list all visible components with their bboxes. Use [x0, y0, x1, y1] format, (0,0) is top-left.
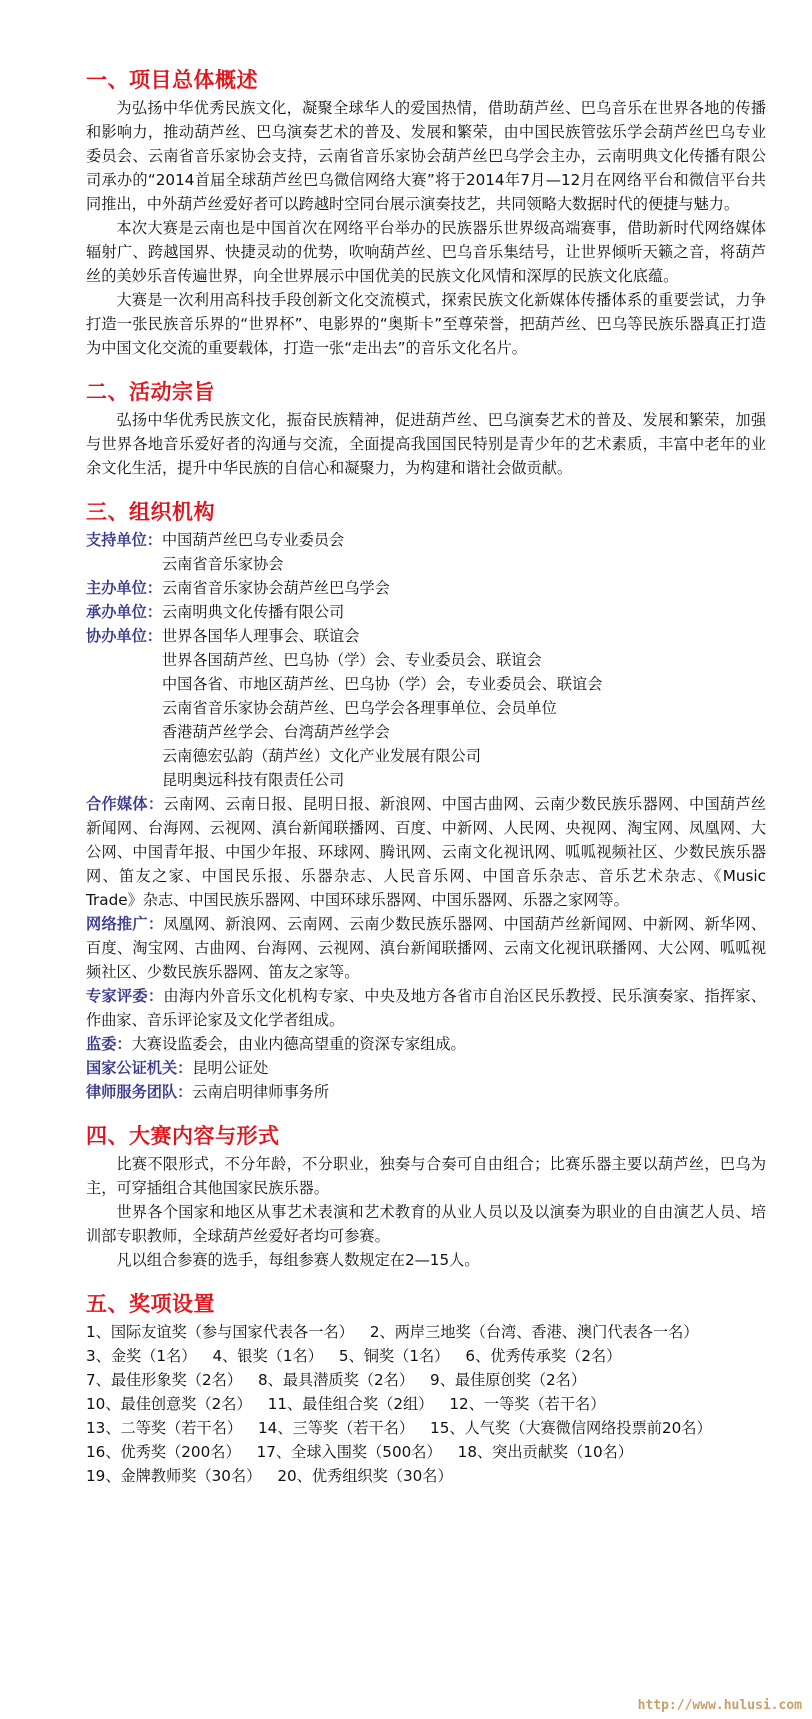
org-value: 云南启明律师事务所 — [192, 1083, 329, 1101]
award-line — [86, 1416, 766, 1440]
paragraph: 世界各个国家和地区从事艺术表演和艺术教育的从业人员以及以演奏为职业的自由演艺人员、培训部专职教师，全球葫芦丝爱好者均可参赛。 — [86, 1203, 766, 1245]
award-item: 19、金牌教师奖（30名） — [86, 1467, 262, 1485]
section-heading: 一、项目总体概述 — [86, 68, 258, 92]
section-heading: 二、活动宗旨 — [86, 380, 215, 404]
award-item: 8、最具潜质奖（2名） — [258, 1371, 415, 1389]
section-heading: 三、组织机构 — [86, 500, 215, 524]
award-item: 20、优秀组织奖（30名） — [277, 1467, 453, 1485]
org-label: 专家评委： — [86, 987, 164, 1005]
org-value: 云南省音乐家协会 — [161, 555, 284, 573]
org-label: 承办单位： — [86, 603, 162, 621]
org-supervision — [86, 1032, 766, 1056]
section-heading: 五、奖项设置 — [86, 1292, 215, 1316]
award-item: 18、突出贡献奖（10名） — [457, 1443, 633, 1461]
org-value: 云南省音乐家协会葫芦丝、巴乌学会各理事单位、会员单位 — [161, 699, 557, 717]
document-content — [86, 66, 766, 1506]
paragraph: 凡以组合参赛的选手，每组参赛人数规定在2—15人。 — [116, 1251, 480, 1269]
section-organization — [86, 498, 766, 1104]
org-value: 世界各国葫芦丝、巴乌协（学）会、专业委员会、联谊会 — [161, 651, 542, 669]
org-value: 昆明奥远科技有限责任公司 — [161, 771, 345, 789]
org-label: 监委： — [86, 1035, 132, 1053]
org-co-organizers — [86, 624, 766, 792]
watermark-url: http://www.hulusi.com — [637, 1698, 802, 1713]
awards-list — [86, 1320, 766, 1488]
org-support — [86, 528, 766, 576]
org-value: 世界各国华人理事会、联谊会 — [161, 627, 360, 645]
org-value: 云南网、云南日报、昆明日报、新浪网、中国古曲网、云南少数民族乐器网、中国葫芦丝新闻网、台海网、云视网、滇台新闻联播网、百度、中新网、人民网、央视网、淘宝网、凤凰网、大公网、中国青年报、中国少年报、环球网、腾讯网、云南文化视讯网、呱呱视频社区、少数民族乐器网、笛友之家、中国民乐报、乐器杂志、人民音乐网、中国音乐杂志、音乐艺术杂志、《Music Trade》杂志、中国民族乐器网、中国环球乐器网、中国乐器网、乐器之家网等。 — [86, 795, 767, 909]
org-label: 支持单位： — [86, 531, 162, 549]
org-media — [86, 792, 766, 912]
award-item: 9、最佳原创奖（2名） — [430, 1371, 587, 1389]
org-promotion — [86, 912, 766, 984]
org-value: 昆明公证处 — [192, 1059, 269, 1077]
org-host — [86, 576, 766, 600]
award-line — [86, 1368, 766, 1392]
award-item: 10、最佳创意奖（2名） — [86, 1395, 252, 1413]
org-value: 中国葫芦丝巴乌专业委员会 — [161, 531, 345, 549]
award-item: 1、国际友谊奖（参与国家代表各一名） — [86, 1323, 354, 1341]
award-item: 15、人气奖（大赛微信网络投票前20名） — [430, 1419, 712, 1437]
org-label: 律师服务团队： — [86, 1083, 193, 1101]
award-item: 11、最佳组合奖（2组） — [267, 1395, 434, 1413]
award-item: 4、银奖（1名） — [212, 1347, 323, 1365]
award-line — [86, 1320, 766, 1344]
paragraph: 为弘扬中华优秀民族文化，凝聚全球华人的爱国热情，借助葫芦丝、巴乌音乐在世界各地的传播和影响力，推动葫芦丝、巴乌演奏艺术的普及、发展和繁荣，由中国民族管弦乐学会葫芦丝巴乌专业委员会、云南省音乐家协会支持，云南省音乐家协会葫芦丝巴乌学会主办，云南明典文化传播有限公司承办的“2014首届全球葫芦丝巴乌微信网络大赛”将于2014年7月—12月在网络平台和微信平台共同推出，中外葫芦丝爱好者可以跨越时空同台展示演奏技艺，共同领略大数据时代的便捷与魅力。 — [86, 99, 766, 213]
section-heading: 四、大赛内容与形式 — [86, 1124, 280, 1148]
award-item: 13、二等奖（若干名） — [86, 1419, 243, 1437]
org-label: 网络推广： — [86, 915, 164, 933]
award-item: 12、一等奖（若干名） — [449, 1395, 606, 1413]
award-line — [86, 1464, 766, 1488]
org-label: 合作媒体： — [86, 795, 164, 813]
section-purpose — [86, 378, 766, 480]
org-organizer — [86, 600, 766, 624]
award-item: 14、三等奖（若干名） — [258, 1419, 415, 1437]
section-awards — [86, 1290, 766, 1488]
org-value: 云南德宏弘韵（葫芦丝）文化产业发展有限公司 — [161, 747, 481, 765]
org-value: 由海内外音乐文化机构专家、中央及地方各省市自治区民乐教授、民乐演奏家、指挥家、作曲家、音乐评论家及文化学者组成。 — [86, 987, 767, 1029]
award-item: 3、金奖（1名） — [86, 1347, 197, 1365]
section-content-format — [86, 1122, 766, 1272]
award-item: 6、优秀传承奖（2名） — [465, 1347, 622, 1365]
award-item: 16、优秀奖（200名） — [86, 1443, 241, 1461]
org-label: 国家公证机关： — [86, 1059, 193, 1077]
award-item: 2、两岸三地奖（台湾、香港、澳门代表各一名） — [369, 1323, 699, 1341]
award-line — [86, 1344, 766, 1368]
org-value: 云南明典文化传播有限公司 — [161, 603, 345, 621]
org-label: 主办单位： — [86, 579, 162, 597]
org-value: 中国各省、市地区葫芦丝、巴乌协（学）会，专业委员会、联谊会 — [161, 675, 603, 693]
org-judges — [86, 984, 766, 1032]
paragraph: 大赛是一次利用高科技手段创新文化交流模式，探索民族文化新媒体传播体系的重要尝试，力争打造一张民族音乐界的“世界杯”、电影界的“奥斯卡”至尊荣誉，把葫芦丝、巴乌等民族乐器真正打造为中国文化交流的重要载体，打造一张“走出去”的音乐文化名片。 — [86, 291, 766, 357]
org-value: 大赛设监委会，由业内德高望重的资深专家组成。 — [131, 1035, 466, 1053]
org-lawyer — [86, 1080, 766, 1104]
award-item: 5、铜奖（1名） — [338, 1347, 450, 1365]
org-value: 香港葫芦丝学会、台湾葫芦丝学会 — [161, 723, 390, 741]
paragraph: 本次大赛是云南也是中国首次在网络平台举办的民族器乐世界级高端赛事，借助新时代网络媒体辐射广、跨越国界、快捷灵动的优势，吹响葫芦丝、巴乌音乐集结号，让世界倾听天籁之音，将葫芦丝的美妙乐音传遍世界，向全世界展示中国优美的民族文化风情和深厚的民族文化底蕴。 — [86, 219, 766, 285]
org-notary — [86, 1056, 766, 1080]
award-item: 7、最佳形象奖（2名） — [86, 1371, 243, 1389]
org-value: 云南省音乐家协会葫芦丝巴乌学会 — [161, 579, 390, 597]
award-item: 17、全球入围奖（500名） — [256, 1443, 442, 1461]
section-overview — [86, 66, 766, 360]
org-label: 协办单位： — [86, 627, 162, 645]
award-line — [86, 1392, 766, 1416]
award-line — [86, 1440, 766, 1464]
org-value: 凤凰网、新浪网、云南网、云南少数民族乐器网、中国葫芦丝新闻网、中新网、新华网、百度、淘宝网、古曲网、台海网、云视网、滇台新闻联播网、云南文化视讯联播网、大公网、呱呱视频社区、少数民族乐器网、笛友之家等。 — [86, 915, 767, 981]
paragraph: 比赛不限形式，不分年龄，不分职业，独奏与合奏可自由组合；比赛乐器主要以葫芦丝，巴乌为主，可穿插组合其他国家民族乐器。 — [86, 1155, 766, 1197]
paragraph: 弘扬中华优秀民族文化，振奋民族精神，促进葫芦丝、巴乌演奏艺术的普及、发展和繁荣，加强与世界各地音乐爱好者的沟通与交流，全面提高我国国民特别是青少年的艺术素质，丰富中老年的业余文化生活，提升中华民族的自信心和凝聚力，为构建和谐社会做贡献。 — [86, 411, 766, 477]
